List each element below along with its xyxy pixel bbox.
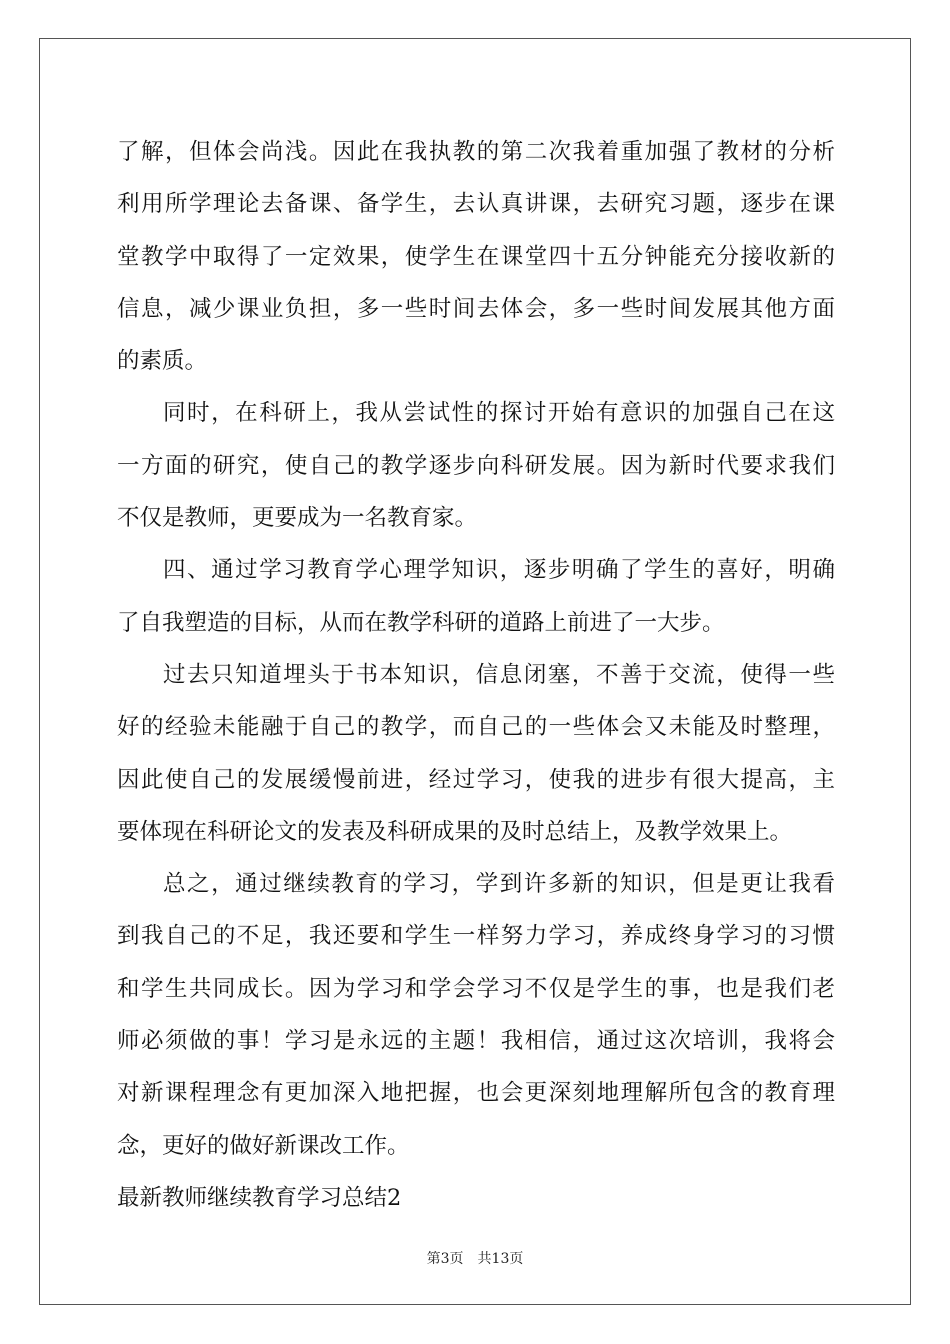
text-line: 一方面的研究，使自己的教学逐步向科研发展。因为新时代要求我们 [117,452,835,479]
paragraph [117,544,835,649]
text-line: 四、通过学习教育学心理学知识，逐步明确了学生的喜好，明确 [163,557,835,584]
text-line: 到我自己的不足，我还要和学生一样努力学习，养成终身学习的习惯 [117,923,835,950]
page-number: 第3页 [426,1251,464,1267]
document-body [117,126,835,1224]
paragraph [117,126,835,387]
text-line: 同时，在科研上，我从尝试性的探讨开始有意识的加强自己在这 [163,400,835,427]
text-line: 好的经验未能融于自己的教学，而自己的一些体会又未能及时整理， [117,714,835,741]
text-line: 过去只知道埋头于书本知识，信息闭塞，不善于交流，使得一些 [163,661,835,688]
text-line: 信息，减少课业负担，多一些时间去体会，多一些时间发展其他方面 [117,295,835,322]
text-line: 和学生共同成长。因为学习和学会学习不仅是学生的事，也是我们老 [117,975,835,1002]
section-title: 最新教师继续教育学习总结2 [117,1184,402,1211]
text-line: 念，更好的做好新课改工作。 [117,1132,410,1159]
text-line: 要体现在科研论文的发表及科研成果的及时总结上，及教学效果上。 [117,818,793,845]
text-line: 师必须做的事！学习是永远的主题！我相信，通过这次培训，我将会 [117,1028,835,1055]
page-total: 共13页 [477,1251,524,1267]
paragraph [117,387,835,544]
paragraph [117,649,835,858]
text-line: 了解，但体会尚浅。因此在我执教的第二次我着重加强了教材的分析 [117,139,835,165]
paragraph [117,858,835,1172]
text-line: 利用所学理论去备课、备学生，去认真讲课，去研究习题，逐步在课 [117,191,835,218]
text-line: 对新课程理念有更加深入地把握，也会更深刻地理解所包含的教育理 [117,1080,835,1107]
text-line: 因此使自己的发展缓慢前进，经过学习，使我的进步有很大提高，主 [117,766,835,793]
text-line: 堂教学中取得了一定效果，使学生在课堂四十五分钟能充分接收新的 [117,243,835,270]
text-line: 的素质。 [117,348,208,375]
text-line: 不仅是教师，更要成为一名教育家。 [117,505,478,532]
text-line: 了自我塑造的目标，从而在教学科研的道路上前进了一大步。 [117,609,725,636]
text-line: 总之，通过继续教育的学习，学到许多新的知识，但是更让我看 [163,871,835,898]
page-footer [0,1248,950,1268]
